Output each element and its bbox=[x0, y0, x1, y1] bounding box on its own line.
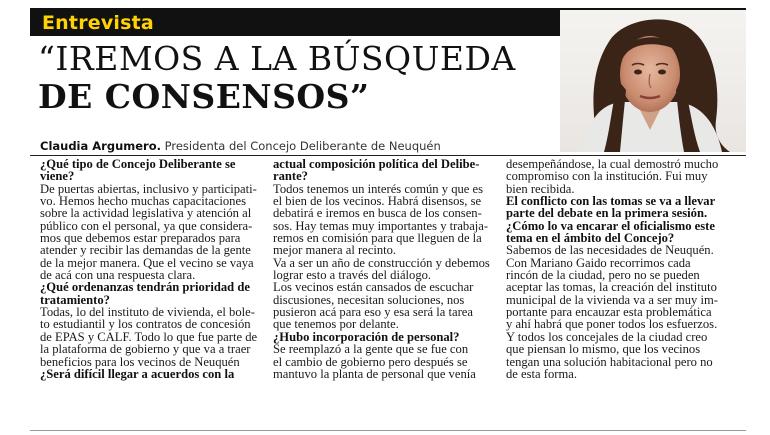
portrait-illustration bbox=[560, 10, 746, 152]
answer-line: debatirá e iremos en busca de los consen- bbox=[273, 206, 482, 221]
question-line: ¿Qué tipo de Concejo Deliberante se bbox=[40, 158, 236, 171]
answer-line: desempeñándose, la cual demostró mucho bbox=[506, 158, 719, 171]
answer-line: beneficios para los vecinos de Neuquén bbox=[40, 354, 240, 369]
answer-line: discusiones, necesitan soluciones, nos bbox=[273, 292, 465, 307]
question-line: ¿Hubo incorporación de personal? bbox=[273, 329, 460, 344]
answer-line: Y todos los concejales de la ciudad creo bbox=[506, 329, 708, 344]
answer-line: Los vecinos están cansados de escuchar bbox=[273, 280, 474, 295]
question-line: parte del debate en la primera sesión. bbox=[506, 206, 708, 221]
answer-line: remos en comisión para que lleguen de la bbox=[273, 231, 482, 246]
answer-line: mantuvo la planta de personal que venía bbox=[273, 366, 476, 381]
question-line: El conflicto con las tomas se va a llevar bbox=[506, 194, 716, 209]
answer-line: rincón de la ciudad, pero no se pueden bbox=[506, 268, 700, 283]
section-label: Entrevista bbox=[30, 10, 560, 36]
headline bbox=[38, 40, 558, 116]
interviewee-name: Claudia Argumero. bbox=[40, 139, 161, 153]
answer-line: compromiso con la institución. Fui muy bbox=[506, 169, 708, 184]
answer-line: pusieron acá para eso y esa será la tarea bbox=[273, 305, 473, 320]
answer-line: municipal de la vivienda va a ser muy im- bbox=[506, 292, 718, 307]
answer-line: Sabemos de las necesidades de Neuquén. bbox=[506, 243, 714, 258]
answer-line: Con Mariano Gaido recorrimos cada bbox=[506, 255, 691, 270]
question-line: rante? bbox=[273, 169, 308, 184]
body-rule bbox=[30, 155, 746, 156]
answer-line: de esta forma. bbox=[506, 366, 577, 381]
answer-line: el cambio de gobierno pero después se bbox=[273, 354, 468, 369]
answer-line: y ahí habrá que poner todos los esfuerzos. bbox=[506, 317, 718, 332]
answer-line: tengan una solución habitacional pero no bbox=[506, 354, 713, 369]
answer-line: Todas, lo del instituto de vivienda, el bole- bbox=[40, 305, 255, 320]
answer-line: de EPAS y CALF. Todo lo que fue parte de bbox=[40, 329, 258, 344]
answer-line: vo. Hemos hecho muchas capacitaciones bbox=[40, 194, 246, 209]
interviewee-role: Presidenta del Concejo Deliberante de Neuquén bbox=[164, 139, 441, 153]
answer-line: to estudiantil y los contratos de concesión bbox=[40, 317, 251, 332]
answer-line: De puertas abiertas, inclusivo y participati- bbox=[40, 181, 257, 196]
answer-line: mejor manera al recinto. bbox=[273, 243, 397, 258]
answer-line: de acá con una respuesta clara. bbox=[40, 268, 196, 283]
answer-line: Va a ser un año de construcción y debemos bbox=[273, 255, 490, 270]
answer-line: atender y recibir las demandas de la gente bbox=[40, 243, 251, 258]
answer-line: que tenemos por delante. bbox=[273, 317, 399, 332]
byline bbox=[40, 137, 560, 155]
question-line: tema en el ámbito del Concejo? bbox=[506, 231, 675, 246]
question-line: tratamiento? bbox=[40, 292, 110, 307]
article-column-3 bbox=[506, 158, 738, 428]
answer-line: portante para encauzar esta problemática bbox=[506, 305, 712, 320]
interviewee-photo bbox=[560, 10, 746, 152]
question-line: actual composición política del Delibe- bbox=[273, 158, 480, 171]
question-line: viene? bbox=[40, 169, 75, 184]
bottom-rule bbox=[30, 430, 746, 431]
headline-line-2: DE CONSENSOS” bbox=[38, 77, 370, 116]
answer-line: el bien de los vecinos. Habrá disensos, se bbox=[273, 194, 482, 209]
headline-line-1: “IREMOS A LA BÚSQUEDA bbox=[38, 39, 516, 78]
answer-line: mos que debemos estar preparados para bbox=[40, 231, 241, 246]
answer-line: sobre la actividad legislativa y atención al bbox=[40, 206, 252, 221]
question-line: ¿Cómo lo va encarar el oficialismo este bbox=[506, 218, 715, 233]
answer-line: lograr esto a través del diálogo. bbox=[273, 268, 432, 283]
answer-line: bien recibida. bbox=[506, 181, 575, 196]
answer-line: aceptar las tomas, la creación del instituto bbox=[506, 280, 717, 295]
article-column-2 bbox=[273, 158, 505, 428]
answer-line: que piensan lo mismo, que los vecinos bbox=[506, 342, 701, 357]
answer-line: Todos tenemos un interés común y que es bbox=[273, 181, 484, 196]
answer-line: de la mejor manera. Que el vecino se vaya bbox=[40, 255, 254, 270]
article-column-1 bbox=[40, 158, 272, 428]
answer-line: la plataforma de gobierno y que va a traer bbox=[40, 342, 251, 357]
answer-line: sos. Hay temas muy importantes y trabaja- bbox=[273, 218, 489, 233]
answer-line: Se reemplazó a la gente que se fue con bbox=[273, 342, 469, 357]
question-line: ¿Será difícil llegar a acuerdos con la bbox=[40, 366, 235, 381]
answer-line: público con el personal, ya que considera- bbox=[40, 218, 253, 233]
question-line: ¿Qué ordenanzas tendrán prioridad de bbox=[40, 280, 250, 295]
